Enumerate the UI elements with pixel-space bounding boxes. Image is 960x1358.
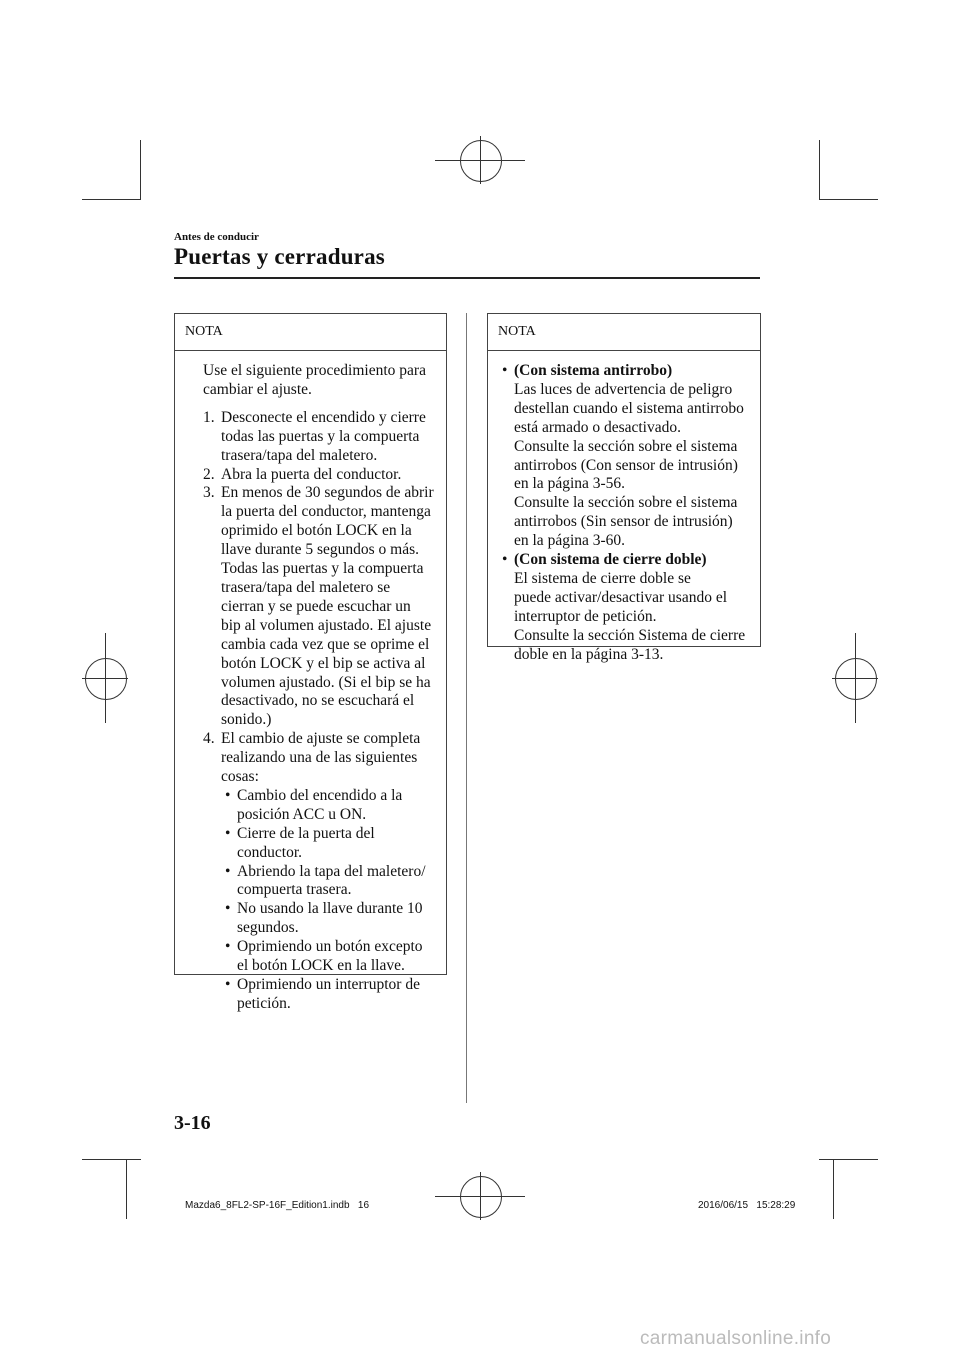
bullet-title: (Con sistema de cierre doble) xyxy=(514,551,707,569)
sub-bullet-item xyxy=(221,825,438,863)
step-line: llave durante 5 segundos o más. xyxy=(221,541,420,559)
bullet-item xyxy=(502,551,754,664)
sub-line: Abriendo la tapa del maletero/ xyxy=(237,862,426,880)
sub-bullet-item xyxy=(221,900,438,938)
sub-bullet-item xyxy=(221,938,438,976)
note-box-right xyxy=(487,313,761,663)
sub-line: el botón LOCK en la llave. xyxy=(237,957,405,975)
bullet-line: antirrobos (Sin sensor de intrusión) xyxy=(514,513,733,531)
bullet-line: está armado o desactivado. xyxy=(514,418,681,436)
step-line: volumen ajustado. (Si el bip se ha xyxy=(221,673,431,691)
step-number: 2. xyxy=(203,465,215,483)
step-item xyxy=(203,730,438,1014)
sub-bullet-item xyxy=(221,787,438,825)
bullet-line: Consulte la sección sobre el sistema xyxy=(514,494,738,512)
step-line: todas las puertas y la compuerta xyxy=(221,427,420,445)
step-number: 4. xyxy=(203,730,215,748)
bullet-dot: • xyxy=(502,551,508,569)
bullet-dot: • xyxy=(225,900,231,918)
bullet-line: en la página 3-56. xyxy=(514,475,626,493)
step-number: 3. xyxy=(203,484,215,502)
step-line: El cambio de ajuste se completa xyxy=(221,730,421,748)
bullet-title: (Con sistema antirrobo) xyxy=(514,362,673,379)
note-body xyxy=(175,351,446,1014)
bullet-line: puede activar/desactivar usando el xyxy=(514,588,728,606)
sub-bullet-item xyxy=(221,863,438,901)
step-line: Todas las puertas y la compuerta xyxy=(221,560,424,578)
step-item xyxy=(203,484,438,730)
bullet-line: doble en la página 3-13. xyxy=(514,645,664,663)
step-item xyxy=(203,409,438,466)
bullet-dot: • xyxy=(225,976,231,993)
section-label: Antes de conducir xyxy=(174,231,259,243)
sub-line: conductor. xyxy=(237,843,302,861)
step-line: la puerta del conductor, mantenga xyxy=(221,503,431,521)
sub-line: Cierre de la puerta del xyxy=(237,824,375,842)
watermark-text: carmanualsonline.info xyxy=(640,1328,832,1349)
bullet-dot: • xyxy=(225,938,231,956)
sub-line: No usando la llave durante 10 xyxy=(237,900,423,918)
note-body xyxy=(488,351,760,665)
bullet-line: Las luces de advertencia de peligro xyxy=(514,380,733,398)
bullet-line: antirrobos (Con sensor de intrusión) xyxy=(514,456,738,474)
sub-line: posición ACC u ON. xyxy=(237,805,367,823)
column-divider xyxy=(466,313,467,1103)
sub-line: Oprimiendo un interruptor de xyxy=(237,976,420,993)
bullet-item xyxy=(502,362,754,551)
sub-line: segundos. xyxy=(237,919,299,937)
footer-timestamp: 2016/06/15 15:28:29 xyxy=(698,1200,796,1211)
footer-filename: Mazda6_8FL2-SP-16F_Edition1.indb 16 xyxy=(185,1200,370,1211)
step-line: trasera/tapa del maletero. xyxy=(221,446,378,464)
bullet-dot: • xyxy=(225,862,231,880)
step-line: cosas: xyxy=(221,768,259,786)
step-number: 1. xyxy=(203,408,215,426)
bullet-line: Consulte la sección Sistema de cierre xyxy=(514,626,746,644)
note-heading: NOTA xyxy=(488,314,760,351)
step-line: desactivado, no se escuchará el xyxy=(221,692,415,710)
step-line: Desconecte el encendido y cierre xyxy=(221,408,426,426)
title-rule xyxy=(174,277,760,279)
step-line: oprimido el botón LOCK en la xyxy=(221,522,412,540)
bullet-line: Consulte la sección sobre el sistema xyxy=(514,437,738,455)
bullet-line: interruptor de petición. xyxy=(514,607,657,625)
note-heading: NOTA xyxy=(175,314,446,351)
step-line: realizando una de las siguientes xyxy=(221,749,418,767)
sub-line: petición. xyxy=(237,994,291,1012)
sub-line: compuerta trasera. xyxy=(237,881,352,899)
bullet-line: destellan cuando el sistema antirrobo xyxy=(514,399,744,417)
intro-text xyxy=(203,362,438,400)
bullet-dot: • xyxy=(502,362,508,379)
step-line: En menos de 30 segundos de abrir xyxy=(221,484,434,502)
step-line: bip al volumen ajustado. El ajuste xyxy=(221,616,432,634)
step-item xyxy=(203,466,438,485)
step-line: sonido.) xyxy=(221,711,272,729)
step-line: Abra la puerta del conductor. xyxy=(221,465,402,483)
intro-line: cambiar el ajuste. xyxy=(203,380,312,398)
sub-line: Cambio del encendido a la xyxy=(237,786,403,804)
bullet-dot: • xyxy=(225,786,231,804)
intro-line: Use el siguiente procedimiento para xyxy=(203,362,426,379)
step-line: botón LOCK y el bip se activa al xyxy=(221,654,426,672)
page-title: Puertas y cerraduras xyxy=(174,244,385,269)
note-box-left xyxy=(174,313,447,1012)
page-number: 3-16 xyxy=(174,1112,211,1134)
step-line: cambia cada vez que se oprime el xyxy=(221,635,430,653)
step-line: cierran y se puede escuchar un xyxy=(221,597,411,615)
bullet-line: El sistema de cierre doble se xyxy=(514,569,691,587)
sub-line: Oprimiendo un botón excepto xyxy=(237,938,423,956)
bullet-line: en la página 3-60. xyxy=(514,532,626,550)
bullet-dot: • xyxy=(225,824,231,842)
sub-bullet-item xyxy=(221,976,438,1014)
step-line: trasera/tapa del maletero se xyxy=(221,578,391,596)
